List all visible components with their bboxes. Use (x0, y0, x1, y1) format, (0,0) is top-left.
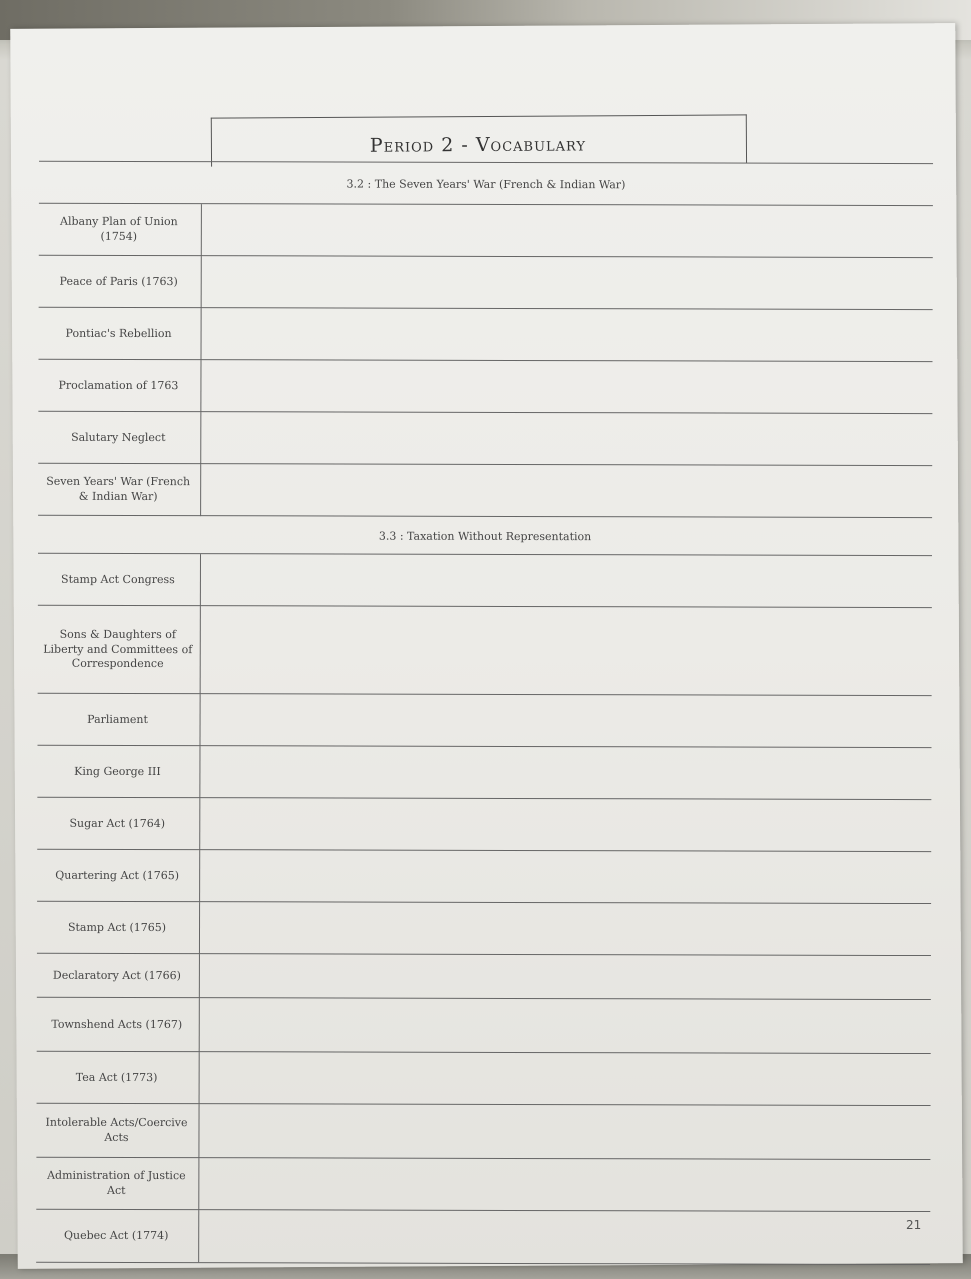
term-cell: King George III (74, 764, 161, 778)
table-row (39, 203, 933, 258)
definition-cell[interactable] (200, 606, 932, 696)
definition-cell[interactable] (199, 694, 931, 748)
table-row (38, 553, 932, 608)
table-row (39, 307, 933, 362)
table-row (37, 693, 931, 748)
definition-cell[interactable] (199, 902, 931, 956)
definition-cell[interactable] (199, 1052, 931, 1106)
definition-cell[interactable] (199, 998, 931, 1054)
table-row (37, 745, 931, 800)
term-cell: Parliament (87, 712, 148, 726)
term-cell: Intolerable Acts/Coercive Acts (45, 1115, 188, 1144)
table-row (36, 1209, 930, 1265)
page-title: Period 2 - Vocabulary (369, 133, 587, 157)
table-row (37, 1051, 931, 1106)
term-cell: Declaratory Act (1766) (52, 968, 181, 982)
term-cell: Albany Plan of Union (1754) (60, 214, 178, 243)
definition-cell[interactable] (199, 954, 931, 1000)
term-cell: Salutary Neglect (71, 430, 166, 444)
term-cell: Sugar Act (1764) (69, 816, 166, 830)
definition-cell[interactable] (198, 1158, 930, 1212)
term-cell: Seven Years' War (French & Indian War) (46, 474, 191, 504)
term-cell: Pontiac's Rebellion (65, 326, 172, 340)
table-row (38, 411, 932, 466)
term-cell: Quartering Act (1765) (55, 868, 180, 882)
term-cell: Townshend Acts (1767) (51, 1017, 183, 1031)
term-cell: Peace of Paris (1763) (59, 274, 178, 288)
table-row (37, 849, 931, 904)
term-cell: Quebec Act (1774) (63, 1228, 169, 1242)
definition-cell[interactable] (200, 464, 932, 518)
table-row (37, 901, 931, 956)
term-cell: Stamp Act Congress (61, 572, 175, 586)
definition-cell[interactable] (200, 412, 932, 466)
section-heading: 3.3 : Taxation Without Representation (38, 515, 932, 556)
page-number: 21 (906, 1218, 922, 1232)
definition-cell[interactable] (199, 850, 931, 904)
table-row (37, 953, 931, 1000)
term-cell: Stamp Act (1765) (67, 920, 167, 934)
table-row (38, 605, 932, 696)
table-row (36, 1157, 930, 1212)
table-row (36, 1103, 930, 1160)
worksheet-page (10, 23, 963, 1269)
definition-cell[interactable] (200, 360, 932, 414)
table-row (38, 463, 932, 518)
table-row (37, 997, 931, 1054)
definition-cell[interactable] (198, 1104, 930, 1160)
definition-cell[interactable] (201, 204, 933, 258)
table-row (37, 797, 931, 852)
table-row (39, 255, 933, 310)
term-cell: Administration of Justice Act (47, 1168, 186, 1197)
term-cell: Sons & Daughters of Liberty and Committees of Correspondence (43, 627, 193, 671)
definition-cell[interactable] (199, 798, 931, 852)
definition-cell[interactable] (199, 746, 931, 800)
table-row (38, 359, 932, 414)
vocabulary-table (36, 161, 933, 1273)
definition-cell[interactable] (198, 1210, 930, 1264)
definition-cell[interactable] (201, 256, 933, 310)
section-heading: 3.2 : The Seven Years' War (French & Indian War) (39, 161, 933, 206)
term-cell: Proclamation of 1763 (58, 378, 179, 392)
definition-cell[interactable] (200, 554, 932, 608)
term-cell: Tea Act (1773) (75, 1070, 158, 1084)
definition-cell[interactable] (201, 308, 933, 362)
